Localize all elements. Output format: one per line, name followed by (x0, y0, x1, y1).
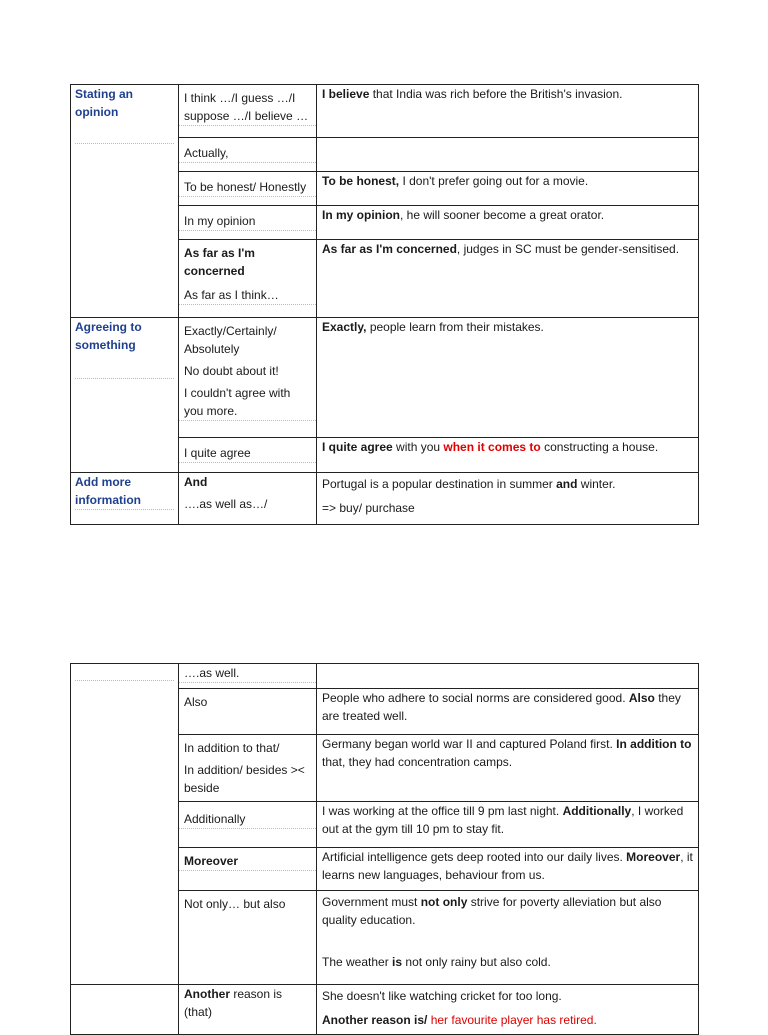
bold-phrase: As far as I'm concerned (322, 242, 457, 256)
example-text: with you (392, 440, 444, 454)
category-cell-stating-opinion (71, 85, 179, 318)
phrase-cell (179, 240, 317, 318)
example-cell (317, 240, 699, 318)
example-cell (317, 689, 699, 735)
category-cell-continued (71, 664, 179, 985)
example-i-believe (317, 85, 698, 103)
phrase-quite-agree: I quite agree (179, 444, 316, 463)
example-cell (317, 172, 699, 206)
example-cell (317, 318, 699, 438)
example-cell (317, 438, 699, 473)
phrase-i-think: I think …/I guess …/I suppose …/I believe … (179, 89, 316, 126)
example-also (317, 689, 698, 725)
phrase-cell (179, 172, 317, 206)
phrase-to-be-honest: To be honest/ Honestly (179, 178, 316, 197)
expressions-table-1 (70, 84, 699, 525)
example-cell (317, 473, 699, 525)
phrase-additionally: Additionally (179, 810, 316, 829)
phrase-text: reason is (that) (184, 987, 283, 1019)
phrase-cell (179, 85, 317, 138)
bold-phrase: Also (628, 691, 655, 705)
phrase-cell (179, 138, 317, 172)
example-text: they are treated well. (322, 691, 681, 723)
category-stating-opinion: Stating an opinion (75, 85, 174, 144)
bold-phrase: not only (420, 895, 468, 909)
bold-phrase: is (392, 955, 403, 969)
bold-phrase: To be honest, (322, 174, 400, 188)
example-cell (317, 206, 699, 240)
highlight-phrase: when it comes to (443, 440, 541, 454)
example-text: The weather (322, 955, 393, 969)
example-cell (317, 891, 699, 985)
bold-phrase: Moreover (626, 850, 681, 864)
phrase-as-far-as-concerned: As far as I'm concerned (184, 246, 255, 278)
example-text: not only rainy but also cold. (402, 955, 551, 969)
phrase-actually: Actually, (179, 144, 316, 163)
example-text: that India was rich before the British's invasion. (369, 87, 623, 101)
example-line (322, 1011, 693, 1029)
example-cell (317, 985, 699, 1035)
phrase-in-my-opinion: In my opinion (179, 212, 316, 231)
bold-phrase: In my opinion (322, 208, 400, 222)
category-cell-empty (71, 985, 179, 1035)
phrase-and: And (184, 475, 208, 489)
example-line (322, 475, 693, 493)
example-cell (317, 802, 699, 848)
phrase-not-only: Not only… but also (184, 897, 286, 911)
example-cell (317, 735, 699, 802)
example-text: constructing a house. (540, 440, 659, 454)
phrase-also: Also (184, 695, 208, 709)
phrase-no-doubt: No doubt about it! (184, 364, 279, 378)
example-and (317, 475, 698, 517)
example-text: Portugal is a popular destination in summer (322, 477, 557, 491)
phrase-cell (179, 735, 317, 802)
bold-phrase: I believe (322, 87, 370, 101)
example-text: Artificial intelligence gets deep rooted into our daily lives. (322, 850, 627, 864)
example-text: , it learns new languages, behaviour from us. (322, 850, 693, 882)
highlight-phrase: her favourite player has retired. (427, 1013, 597, 1027)
bold-phrase: and (556, 477, 578, 491)
phrase-as-well-as: ….as well as…/ (184, 497, 268, 511)
example-text: Government must (322, 895, 421, 909)
example-in-addition (317, 735, 698, 771)
example-additionally (317, 802, 698, 838)
example-line (322, 953, 693, 971)
example-text: people learn from their mistakes. (366, 320, 544, 334)
example-text: People who adhere to social norms are considered good. (322, 691, 629, 705)
category-cell-add-more (71, 473, 179, 525)
example-text: that, they had concentration camps. (322, 755, 513, 769)
phrase-cell (179, 848, 317, 891)
category-add-more: Add more information (75, 473, 174, 510)
example-text: , judges in SC must be gender-sensitised. (456, 242, 680, 256)
phrase-besides: In addition/ besides >< beside (184, 763, 305, 795)
example-another-reason (317, 987, 698, 1029)
phrase-moreover: Moreover (179, 852, 316, 871)
phrase-cell (179, 689, 317, 735)
phrase-cell (179, 473, 317, 525)
bold-phrase: I quite agree (322, 440, 393, 454)
phrase-cell (179, 985, 317, 1035)
example-moreover (317, 848, 698, 884)
bold-phrase: Another reason is/ (322, 1013, 428, 1027)
example-cell (317, 848, 699, 891)
phrase-cell (179, 664, 317, 689)
example-text: I don't prefer going out for a movie. (399, 174, 589, 188)
example-text: I was working at the office till 9 pm last night. (322, 804, 563, 818)
example-text: , I worked out at the gym till 10 pm to stay fit. (322, 804, 684, 836)
example-in-my-opinion (317, 206, 698, 224)
example-to-be-honest (317, 172, 698, 190)
example-line: She doesn't like watching cricket for too long. (322, 989, 562, 1003)
phrase-cell (179, 891, 317, 985)
phrase-another-reason (179, 985, 316, 1021)
category-agreeing: Agreeing to something (75, 318, 174, 379)
example-cell-empty (317, 664, 699, 689)
example-cell-empty (317, 138, 699, 172)
bold-phrase: Another (184, 987, 230, 1001)
phrase-as-well: ….as well. (179, 664, 316, 683)
example-quite-agree (317, 438, 698, 456)
phrase-cell (179, 438, 317, 473)
phrase-cell (179, 802, 317, 848)
expressions-table-2 (70, 663, 699, 1035)
phrase-cell (179, 206, 317, 240)
bold-phrase: Exactly, (322, 320, 367, 334)
example-text: winter. (577, 477, 616, 491)
phrase-in-addition-to-that: In addition to that/ (184, 741, 280, 755)
phrase-cell (179, 318, 317, 438)
example-text: Germany began world war II and captured Poland first. (322, 737, 617, 751)
example-as-far-as-concerned (317, 240, 698, 258)
category-continued (75, 664, 174, 681)
example-line: => buy/ purchase (322, 501, 415, 515)
example-line (322, 893, 693, 929)
phrase-as-far-as-i-think: As far as I think… (179, 286, 316, 305)
phrase-exactly: Exactly/Certainly/ Absolutely (184, 324, 277, 356)
example-not-only (317, 893, 698, 971)
bold-phrase: Additionally (562, 804, 632, 818)
example-text: strive for poverty alleviation but also quality education. (322, 895, 662, 927)
bold-phrase: In addition to (616, 737, 692, 751)
example-cell (317, 85, 699, 138)
example-exactly (317, 318, 698, 336)
category-cell-agreeing (71, 318, 179, 473)
example-text: , he will sooner become a great orator. (400, 208, 605, 222)
phrase-couldnt-agree: I couldn't agree with you more. (179, 384, 316, 421)
